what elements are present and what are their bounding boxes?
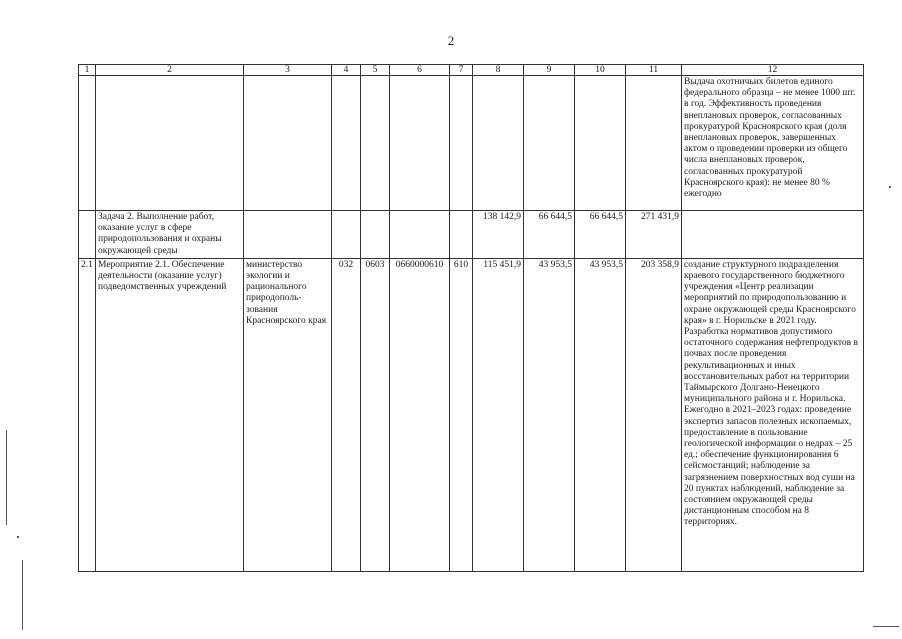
col-header: 5 <box>361 65 390 76</box>
responsible-agency: министерство экологии и рационального природополь-зования Красноярского края <box>244 258 332 571</box>
program-table <box>78 64 864 572</box>
col-header: 11 <box>626 65 682 76</box>
col-header: 4 <box>332 65 361 76</box>
row-number: 2.1 <box>79 258 96 571</box>
grbs-code: 032 <box>332 258 361 571</box>
result-text: создание структурного подразделения краевого государственного бюджетного учреждения «Центр реализации мероприятий по природопользованию и охране окружающей среды Красноярского края» в г. Норильске в 2021 году. Разработка нормативов допустимого остаточного содержания нефтепродуктов в почвах после проведения рекультивационных и иных восстановительных работ на территории Таймырского Долгано-Ненецкого муниципального района и г. Норильска. Ежегодно в 2021–2023 годах: проведение экспертиз запасов полезных ископаемых, предоставление в пользование геологической информации о недрах – 25 ед.; обеспечение функционирования 6 сейсмостанций; наблюдение за загрязнением поверхностных вод суши на 20 пунктах наблюдений, наблюдение за состоянием окружающей среды дистанционным способом на 8 территориях. <box>682 258 864 571</box>
col-header: 6 <box>390 65 450 76</box>
col-header: 8 <box>473 65 524 76</box>
col-header: 12 <box>682 65 864 76</box>
col-header: 1 <box>79 65 96 76</box>
amount-2023: 43 953,5 <box>575 258 626 571</box>
task-title: Задача 2. Выполнение работ, оказание услуг в сфере природопользования и охраны окружающей среды <box>96 211 244 259</box>
scan-edge-mark <box>22 560 23 630</box>
expense-type-code: 610 <box>450 258 473 571</box>
page-number: 2 <box>447 33 455 48</box>
amount-2022: 43 953,5 <box>524 258 575 571</box>
col-header: 2 <box>96 65 244 76</box>
header-row <box>79 65 864 76</box>
amount-total: 203 358,9 <box>626 258 682 571</box>
table-row-task2 <box>79 211 864 259</box>
measure-title: Мероприятие 2.1. Обеспечение деятельности (оказание услуг) подведомственных учреждений <box>96 258 244 571</box>
amount-2021: 138 142,9 <box>473 211 524 259</box>
scan-speck <box>17 536 19 538</box>
col-header: 7 <box>450 65 473 76</box>
target-article-code: 0660000610 <box>390 258 450 571</box>
scan-speck <box>889 186 891 188</box>
scan-edge-mark <box>873 626 899 627</box>
col-header: 10 <box>575 65 626 76</box>
amount-2021: 115 451,9 <box>473 258 524 571</box>
section-code: 0603 <box>361 258 390 571</box>
table-row-2-1 <box>79 258 864 571</box>
amount-total: 271 431,9 <box>626 211 682 259</box>
col-header: 9 <box>524 65 575 76</box>
table-row-continued <box>79 76 864 211</box>
result-text: Выдача охотничьих билетов единого федерального образца – не менее 1000 шт. в год. Эффективность проведения внеплановых проверок, согласованных прокуратурой Красноярского края (доля внеплановых проверок, завершенных актом о проведении проверки из общего числа внеплановых проверок, согласованных прокуратурой Красноярского края): не менее 80 % ежегодно <box>682 76 864 211</box>
amount-2023: 66 644,5 <box>575 211 626 259</box>
scan-edge-mark <box>6 430 7 525</box>
col-header: 3 <box>244 65 332 76</box>
amount-2022: 66 644,5 <box>524 211 575 259</box>
